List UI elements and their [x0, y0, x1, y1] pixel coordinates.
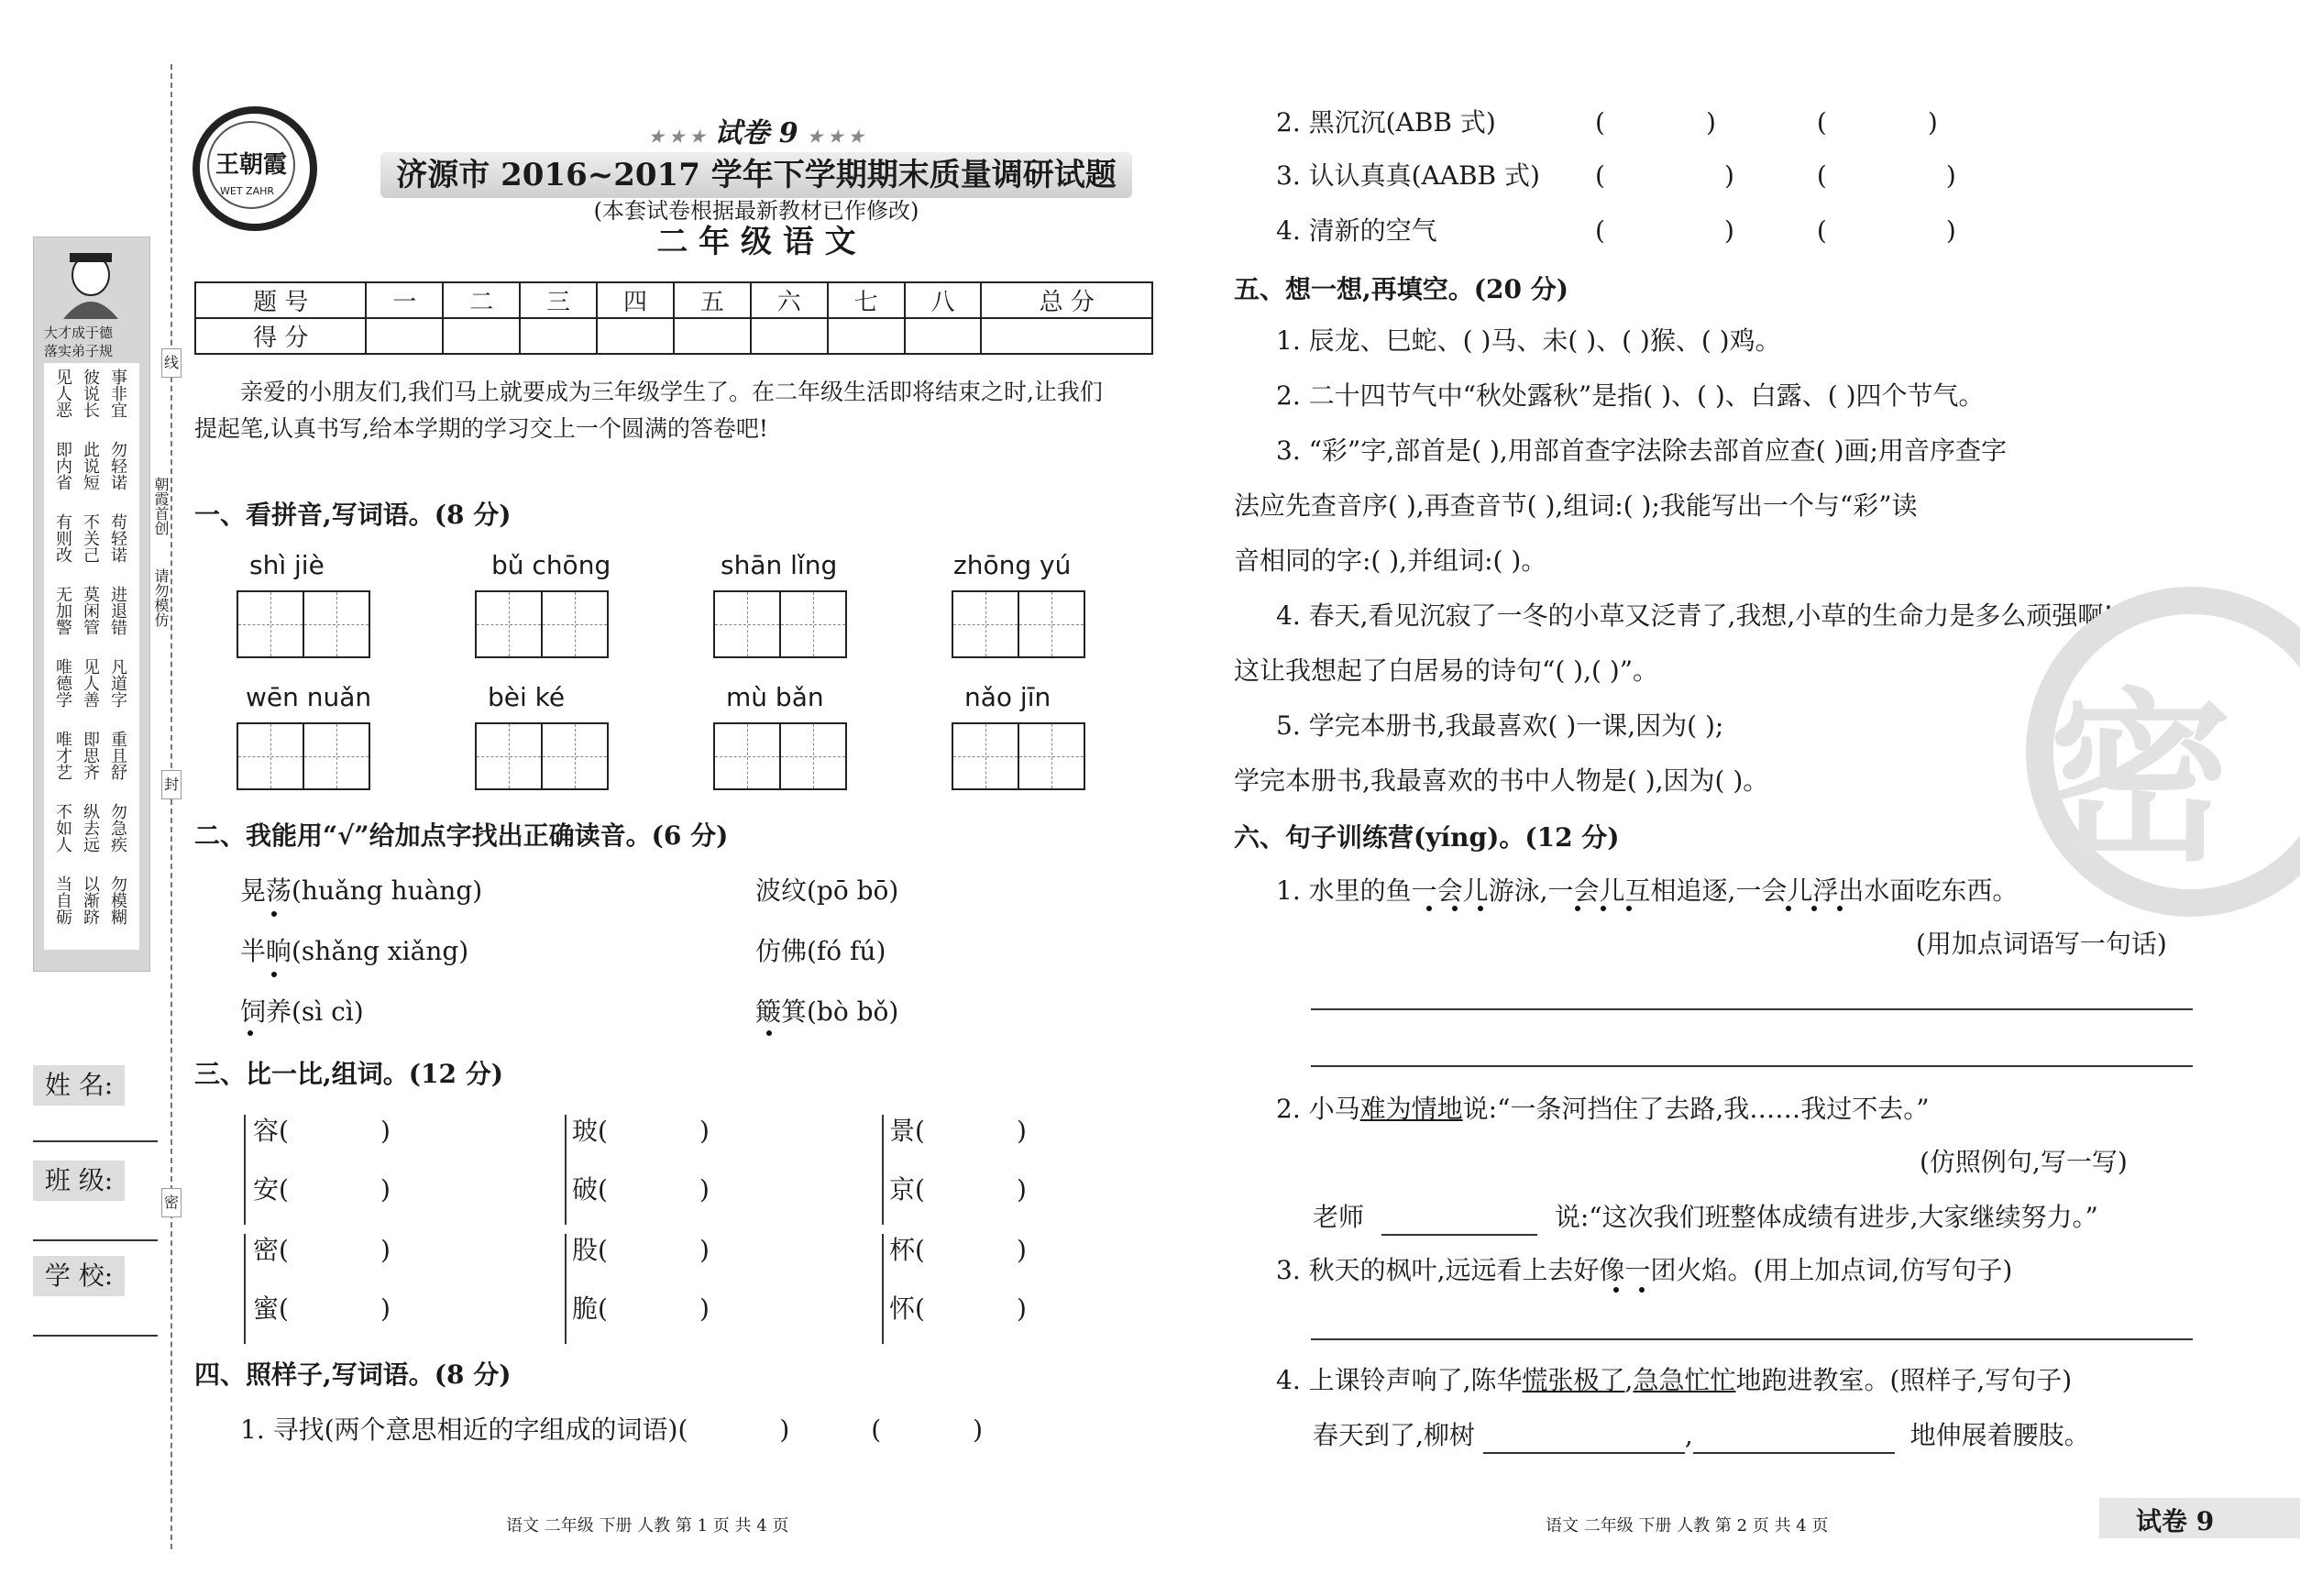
score-cell[interactable]	[597, 318, 674, 354]
q4-underlined-2: 急急忙忙	[1633, 1365, 1736, 1395]
section-6-q2-hint: (仿照例句,写一写)	[1920, 1147, 2128, 1177]
class-input-line[interactable]	[33, 1239, 158, 1241]
paren-close: )	[1016, 1293, 1027, 1324]
footer-paper-tag: 试卷 9	[2136, 1506, 2215, 1536]
section-5-q5b[interactable]: 学完本册书,我最喜欢的书中人物是( ),因为( )。	[1234, 765, 1769, 796]
group-bracket	[244, 1115, 246, 1225]
emphasis-dot	[1452, 906, 1458, 911]
compare-item[interactable]	[253, 1113, 391, 1150]
motto-columns	[53, 369, 136, 946]
compare-item[interactable]	[889, 1232, 1027, 1269]
reading-option[interactable]: 仿佛(fó fú)	[755, 936, 886, 966]
name-input-line[interactable]	[33, 1140, 158, 1142]
pinyin-label: bǔ chōng	[491, 550, 611, 580]
section-4-heading: 四、照样子,写词语。(8 分)	[194, 1359, 512, 1390]
compare-char: 脆(	[572, 1293, 608, 1324]
vertical-note-2-text: 请勿模仿	[152, 568, 170, 627]
brand-logo-text: 王朝霞	[207, 121, 295, 209]
score-table-score-row	[195, 318, 1152, 354]
intro-line-2: 提起笔,认真书写,给本学期的学习交上一个圆满的答卷吧!	[194, 415, 768, 442]
compare-char: 破(	[572, 1174, 608, 1205]
section-5-q3c[interactable]: 音相同的字:( ),并组词:( )。	[1234, 545, 1547, 576]
compare-char: 股(	[572, 1235, 608, 1265]
paren-close: )	[699, 1174, 710, 1205]
section-6-q2-teacher	[1313, 1199, 2098, 1236]
paren-close: )	[380, 1174, 391, 1205]
section-5-q2[interactable]: 2. 二十四节气中“秋处露秋”是指( )、( )、白露、( )四个节气。	[1276, 380, 1985, 411]
paren-close: )	[973, 1414, 984, 1445]
section-5-q3b[interactable]: 法应先查音序( ),再查音节( ),组词:( );我能写出一个与“彩”读	[1234, 490, 1918, 521]
section-6-q1-hint: (用加点词语写一句话)	[1916, 929, 2167, 959]
section-6-q1: 1. 水里的鱼一会儿游泳,一会儿互相追逐,一会儿浮出水面吃东西。	[1276, 875, 2019, 906]
score-header-cell: 六	[751, 282, 828, 318]
paren-close: )	[1723, 160, 1734, 191]
vertical-note-1	[151, 477, 168, 540]
paren-close: )	[1945, 215, 1956, 246]
emphasis-dot	[1575, 906, 1580, 911]
compare-item[interactable]	[253, 1172, 391, 1208]
score-header-cell: 题 号	[195, 282, 366, 318]
character-grid[interactable]	[237, 722, 370, 790]
compare-char: 景(	[889, 1116, 925, 1146]
brand-logo-sub: WET ZAHR	[220, 185, 275, 197]
paren-close: )	[1927, 107, 1938, 138]
emphasis-dot	[1478, 906, 1483, 911]
section-4-q2-label: 2. 黑沉沉(ABB 式)	[1276, 107, 1496, 138]
section-5-q4a: 4. 春天,看见沉寂了一冬的小草又泛青了,我想,小草的生命力是多么顽强啊!	[1276, 600, 2114, 631]
page-title: 济源市 2016~2017 学年下学期期末质量调研试题	[396, 157, 1117, 193]
q4-ex-a: 春天到了,柳树	[1313, 1420, 1475, 1450]
q2-underlined: 难为情地	[1359, 1094, 1463, 1124]
motto-phrase: 无加警	[53, 586, 72, 635]
score-cell[interactable]	[981, 318, 1152, 354]
pinyin-label: shān lǐng	[721, 550, 838, 580]
compare-char: 杯(	[889, 1235, 925, 1265]
motto-phrase: 见人恶	[53, 369, 72, 418]
character-grid[interactable]	[713, 722, 847, 790]
seal-mark-secret: 密	[161, 1188, 182, 1217]
answer-line[interactable]	[1311, 1338, 2193, 1340]
score-row-label: 得 分	[195, 318, 366, 354]
compare-item[interactable]	[889, 1172, 1027, 1208]
section-5-q5a[interactable]: 5. 学完本册书,我最喜欢( )一课,因为( );	[1276, 710, 1724, 741]
vertical-note-1-text: 朝霞首创	[152, 477, 170, 535]
paren-open: (	[1816, 215, 1827, 246]
seal-mark-line: 线	[161, 348, 182, 378]
star-right-icon: ★ ★ ★	[808, 127, 864, 147]
score-header-cell: 七	[828, 282, 905, 318]
score-header-cell: 四	[597, 282, 674, 318]
score-cell[interactable]	[905, 318, 982, 354]
school-input-line[interactable]	[33, 1335, 158, 1337]
paper-label-text: 试卷 9	[714, 117, 798, 149]
reading-option[interactable]: 饲养(sì cì)	[240, 996, 364, 1027]
score-header-cell: 三	[520, 282, 597, 318]
section-4-q4-blanks[interactable]	[1595, 213, 1956, 249]
score-cell[interactable]	[674, 318, 751, 354]
motto-phrase: 进退错	[108, 586, 127, 635]
answer-line[interactable]	[1311, 1008, 2193, 1010]
compare-item[interactable]	[572, 1232, 710, 1269]
compare-item[interactable]	[889, 1291, 1027, 1327]
seal-mark-seal: 封	[161, 770, 182, 799]
motto-phrase: 见人善	[81, 658, 100, 708]
q4-ex-c: 地伸展着腰肢。	[1909, 1420, 2090, 1450]
character-grid[interactable]	[475, 590, 609, 658]
compare-char: 安(	[253, 1174, 289, 1205]
compare-char: 京(	[889, 1174, 925, 1205]
paren-close: )	[699, 1293, 710, 1324]
q2-pre: 2. 小马	[1276, 1094, 1360, 1124]
reading-option[interactable]: 晃荡(huǎng huàng)	[240, 875, 483, 906]
answer-line[interactable]	[1311, 1065, 2193, 1067]
pinyin-label: shì jiè	[249, 550, 325, 580]
section-4-q2-blanks[interactable]	[1595, 105, 1938, 141]
group-bracket	[244, 1234, 246, 1344]
character-grid[interactable]	[952, 590, 1085, 658]
teacher-blank[interactable]	[1381, 1206, 1537, 1236]
grade-subject: 二 年 级 语 文	[656, 224, 856, 260]
paren-open: (	[1595, 107, 1605, 138]
paren-close: )	[699, 1235, 710, 1265]
score-cell[interactable]	[520, 318, 597, 354]
section-5-q4b[interactable]: 这让我想起了白居易的诗句“( ),( )”。	[1234, 655, 1659, 686]
class-label: 班 级:	[33, 1161, 125, 1201]
q4-underlined-1: 慌张极了	[1522, 1365, 1625, 1395]
pinyin-label: bèi ké	[488, 682, 566, 712]
motto-phrase: 以渐跻	[81, 875, 100, 925]
q4-blank-1[interactable]	[1483, 1425, 1685, 1454]
paren-close: )	[380, 1293, 391, 1324]
compare-item[interactable]	[253, 1232, 391, 1269]
compare-item[interactable]	[889, 1113, 1027, 1150]
motto-phrase: 勿模糊	[108, 875, 127, 925]
pinyin-label: mù bǎn	[726, 682, 824, 712]
motto-phrase: 勿轻诺	[108, 441, 127, 490]
paren-open: (	[1595, 160, 1605, 191]
paren-close: )	[1016, 1235, 1027, 1265]
motto-phrase: 不关己	[81, 513, 100, 563]
character-grid[interactable]	[237, 590, 370, 658]
compare-char: 蜜(	[253, 1293, 289, 1324]
score-cell[interactable]	[751, 318, 828, 354]
paren-close: )	[1945, 160, 1956, 191]
motto-phrase: 当自砺	[53, 875, 72, 925]
intro-line-1: 亲爱的小朋友们,我们马上就要成为三年级学生了。在二年级生活即将结束之时,让我们	[240, 379, 1103, 405]
paren-close: )	[380, 1235, 391, 1265]
star-left-icon: ★ ★ ★	[648, 127, 705, 147]
emphasis-dot	[1613, 1287, 1619, 1293]
q4-post: 地跑进教室。(照样子,写句子)	[1735, 1365, 2073, 1395]
character-grid[interactable]	[952, 722, 1085, 790]
compare-char: 容(	[253, 1116, 289, 1146]
motto-phrase: 凡道字	[108, 658, 127, 708]
fold-line	[171, 64, 172, 1549]
section-2-heading: 二、我能用“√”给加点字找出正确读音。(6 分)	[194, 820, 729, 851]
section-5-q1[interactable]: 1. 辰龙、巳蛇、( )马、未( )、( )猴、( )鸡。	[1276, 325, 1781, 356]
portrait-illustration	[50, 248, 132, 321]
section-6-q3: 3. 秋天的枫叶,远远看上去好像一团火焰。(用上加点词,仿写句子)	[1276, 1255, 2013, 1285]
pinyin-label: zhōng yú	[953, 550, 1072, 580]
paren-close: )	[779, 1414, 790, 1445]
score-header-cell: 总 分	[981, 282, 1152, 318]
q2-post: 说:“一条河挡住了去路,我……我过不去。”	[1462, 1094, 1930, 1124]
score-header-cell: 一	[366, 282, 443, 318]
score-cell[interactable]	[366, 318, 443, 354]
emphasis-dot	[271, 911, 277, 917]
motto-phrase: 唯德学	[53, 658, 72, 708]
reading-option[interactable]: 簸箕(bò bǒ)	[755, 996, 899, 1027]
portrait-caption-1: 大才成于德	[44, 325, 114, 341]
score-header-cell: 五	[674, 282, 751, 318]
q1-text: 1. 寻找(两个意思相近的字组成的词语)(	[240, 1414, 688, 1445]
emphasis-dot	[766, 1030, 772, 1036]
motto-phrase: 有则改	[53, 513, 72, 563]
section-3-heading: 三、比一比,组词。(12 分)	[194, 1059, 503, 1089]
section-5-heading: 五、想一想,再填空。(20 分)	[1234, 274, 1568, 304]
motto-phrase: 苟轻诺	[108, 513, 127, 563]
footer-right: 语文 二年级 下册 人教 第 2 页 共 4 页	[1546, 1516, 1829, 1535]
motto-phrase: 彼说长	[81, 369, 100, 418]
group-bracket	[565, 1234, 567, 1344]
motto-phrase: 即思齐	[81, 731, 100, 780]
paren-close: )	[380, 1116, 391, 1146]
school-label: 学 校:	[33, 1256, 125, 1296]
paren-open: (	[1816, 107, 1827, 138]
compare-char: 密(	[253, 1235, 289, 1265]
emphasis-dot	[1837, 906, 1843, 911]
score-table	[194, 281, 1153, 355]
compare-char: 玻(	[572, 1116, 608, 1146]
portrait-caption-2: 落实弟子规	[44, 343, 114, 359]
emphasis-dot	[1786, 906, 1791, 911]
paren-close: )	[1016, 1174, 1027, 1205]
vertical-note-2	[151, 568, 168, 632]
section-4-q3-label: 3. 认认真真(AABB 式)	[1276, 160, 1540, 191]
reading-option[interactable]: 波纹(pō bō)	[755, 875, 899, 906]
motto-phrase: 勿急疾	[108, 803, 127, 853]
emphasis-dot	[1639, 1287, 1645, 1293]
score-cell[interactable]	[443, 318, 520, 354]
motto-phrase: 莫闲管	[81, 586, 100, 635]
compare-char: 怀(	[889, 1293, 925, 1324]
paren-close: )	[1016, 1116, 1027, 1146]
score-header-cell: 二	[443, 282, 520, 318]
motto-phrase: 事非宜	[108, 369, 127, 418]
emphasis-dot	[1626, 906, 1632, 911]
group-bracket	[882, 1115, 884, 1225]
section-6-q4-example	[1313, 1417, 2090, 1454]
page-subtitle: (本套试卷根据最新教材已作修改)	[593, 198, 919, 224]
motto-phrase: 即内省	[53, 441, 72, 490]
compare-item[interactable]	[253, 1291, 391, 1327]
score-header-cell: 八	[905, 282, 982, 318]
motto-phrase: 此说短	[81, 441, 100, 490]
name-label: 姓 名:	[33, 1065, 125, 1106]
group-bracket	[882, 1234, 884, 1344]
pinyin-label: nǎo jīn	[964, 682, 1051, 712]
character-grid[interactable]	[713, 590, 847, 658]
compare-item[interactable]	[572, 1172, 710, 1208]
group-bracket	[565, 1115, 567, 1225]
motto-phrase: 不如人	[53, 803, 72, 853]
section-6-heading: 六、句子训练营(yíng)。(12 分)	[1234, 822, 1620, 853]
emphasis-dot	[271, 972, 277, 977]
motto-phrase: 唯才艺	[53, 731, 72, 780]
emphasis-dot	[248, 1030, 253, 1036]
section-6-q4	[1276, 1362, 2072, 1399]
score-cell[interactable]	[828, 318, 905, 354]
compare-item[interactable]	[572, 1291, 710, 1327]
section-4-q1[interactable]	[240, 1412, 983, 1448]
emphasis-dot	[1811, 906, 1817, 911]
section-1-heading: 一、看拼音,写词语。(8 分)	[194, 500, 512, 530]
section-4-q3-blanks[interactable]	[1595, 158, 1956, 194]
motto-phrase: 纵去远	[81, 803, 100, 853]
watermark-stamp-char: 密	[2049, 671, 2233, 886]
paren-open: (	[1816, 160, 1827, 191]
section-4-q4-label: 4. 清新的空气	[1276, 215, 1437, 246]
pinyin-label: wēn nuǎn	[246, 682, 372, 712]
teacher-quote: 说:“这次我们班整体成绩有进步,大家继续努力。”	[1554, 1202, 2098, 1232]
q4-ex-b: ,	[1684, 1420, 1693, 1450]
section-6-q2	[1276, 1091, 1930, 1128]
q4-mid: ,	[1624, 1365, 1634, 1395]
emphasis-dot	[1601, 906, 1606, 911]
q4-pre: 4. 上课铃声响了,陈华	[1276, 1365, 1523, 1395]
paren-close: )	[699, 1116, 710, 1146]
paren-close: )	[1705, 107, 1716, 138]
section-5-q3a[interactable]: 3. “彩”字,部首是( ),用部首查字法除去部首应查( )画;用音序查字	[1276, 435, 2007, 466]
emphasis-dot	[1426, 906, 1432, 911]
score-table-header-row	[195, 282, 1152, 318]
teacher-label: 老师	[1313, 1202, 1365, 1232]
q4-blank-2[interactable]	[1693, 1425, 1895, 1454]
paren-open: (	[1595, 215, 1605, 246]
paren-open: (	[871, 1414, 882, 1445]
motto-phrase: 重且舒	[108, 731, 127, 780]
paren-close: )	[1723, 215, 1734, 246]
paper-label	[380, 110, 1132, 150]
footer-left: 语文 二年级 下册 人教 第 1 页 共 4 页	[506, 1516, 789, 1535]
character-grid[interactable]	[475, 722, 609, 790]
reading-option[interactable]: 半晌(shǎng xiǎng)	[240, 936, 469, 966]
compare-item[interactable]	[572, 1113, 710, 1150]
